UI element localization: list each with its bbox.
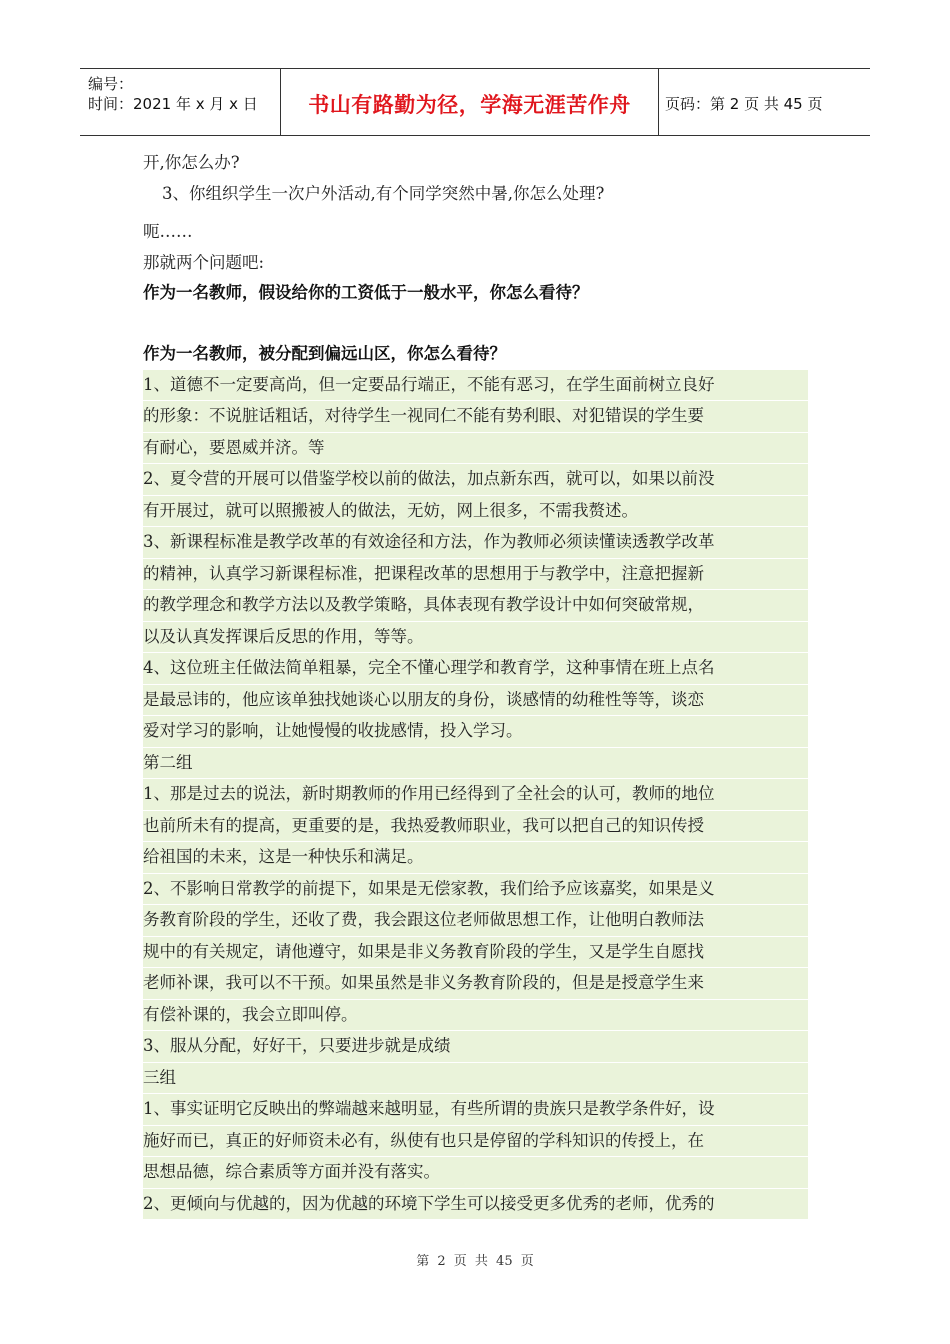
- question-heading: 作为一名教师，被分配到偏远山区，你怎么看待？: [143, 344, 506, 363]
- page-header: [80, 68, 870, 136]
- answer-line: 有开展过，就可以照搬被人的做法，无妨，网上很多，不需我赘述。: [143, 496, 808, 527]
- page-footer: 第 2 页 共 45 页: [416, 1254, 534, 1269]
- answer-line: 是最忌讳的，他应该单独找她谈心以朋友的身份，谈感情的幼稚性等等，谈恋: [143, 685, 808, 716]
- header-motto: 书山有路勤为径，学海无涯苦作舟: [281, 69, 659, 135]
- header-page-info: 页码：第 2 页 共 45 页: [665, 94, 823, 113]
- answer-line: 老师补课，我可以不干预。如果虽然是非义务教育阶段的，但是是授意学生来: [143, 968, 808, 999]
- answer-line: 第二组: [143, 748, 808, 779]
- answer-line: 也前所未有的提高，更重要的是，我热爱教师职业，我可以把自己的知识传授: [143, 811, 808, 842]
- lead-text: 那就两个问题吧:: [143, 252, 265, 272]
- intro-line: 3、你组织学生一次户外活动,有个同学突然中暑,你怎么处理?: [162, 183, 605, 203]
- highlighted-answers: [143, 370, 808, 1220]
- question-heading: 作为一名教师，假设给你的工资低于一般水平，你怎么看待？: [143, 283, 589, 302]
- answer-line: 2、夏令营的开展可以借鉴学校以前的做法，加点新东西，就可以，如果以前没: [143, 464, 808, 495]
- answer-line: 施好而已，真正的好师资未必有，纵使有也只是停留的学科知识的传授上，在: [143, 1126, 808, 1157]
- answer-line: 2、不影响日常教学的前提下，如果是无偿家教，我们给予应该嘉奖，如果是义: [143, 874, 808, 905]
- answer-line: 1、事实证明它反映出的弊端越来越明显，有些所谓的贵族只是教学条件好，设: [143, 1094, 808, 1125]
- answer-line: 2、更倾向与优越的，因为优越的环境下学生可以接受更多优秀的老师，优秀的: [143, 1189, 808, 1220]
- pause-text: 呃……: [143, 222, 193, 241]
- answer-line: 1、那是过去的说法，新时期教师的作用已经得到了全社会的认可，教师的地位: [143, 779, 808, 810]
- intro-line: 开,你怎么办?: [143, 153, 240, 172]
- answer-line: 爱对学习的影响，让她慢慢的收拢感情，投入学习。: [143, 716, 808, 747]
- answer-line: 给祖国的未来，这是一种快乐和满足。: [143, 842, 808, 873]
- answer-line: 的教学理念和教学方法以及教学策略，具体表现有教学设计中如何突破常规，: [143, 590, 808, 621]
- answer-line: 1、道德不一定要高尚，但一定要品行端正，不能有恶习，在学生面前树立良好: [143, 370, 808, 401]
- answer-line: 有偿补课的，我会立即叫停。: [143, 1000, 808, 1031]
- answer-line: 3、服从分配，好好干，只要进步就是成绩: [143, 1031, 808, 1062]
- document-body: [143, 148, 808, 1220]
- header-meta: [80, 69, 281, 135]
- answer-line: 有耐心，要恩威并济。等: [143, 433, 808, 464]
- answer-line: 以及认真发挥课后反思的作用，等等。: [143, 622, 808, 653]
- answer-line: 规中的有关规定，请他遵守，如果是非义务教育阶段的学生，又是学生自愿找: [143, 937, 808, 968]
- answer-line: 的形象：不说脏话粗话，对待学生一视同仁不能有势利眼、对犯错误的学生要: [143, 401, 808, 432]
- answer-line: 务教育阶段的学生，还收了费，我会跟这位老师做思想工作，让他明白教师法: [143, 905, 808, 936]
- answer-line: 三组: [143, 1063, 808, 1094]
- code-label: 编号：: [88, 75, 134, 93]
- answer-line: 4、这位班主任做法简单粗暴，完全不懂心理学和教育学，这种事情在班上点名: [143, 653, 808, 684]
- answer-line: 思想品德，综合素质等方面并没有落实。: [143, 1157, 808, 1188]
- date-label: 时间：2021 年 x 月 x 日: [88, 95, 258, 113]
- answer-line: 的精神，认真学习新课程标准，把课程改革的思想用于与教学中，注意把握新: [143, 559, 808, 590]
- answer-line: 3、新课程标准是教学改革的有效途径和方法，作为教师必须读懂读透教学改革: [143, 527, 808, 558]
